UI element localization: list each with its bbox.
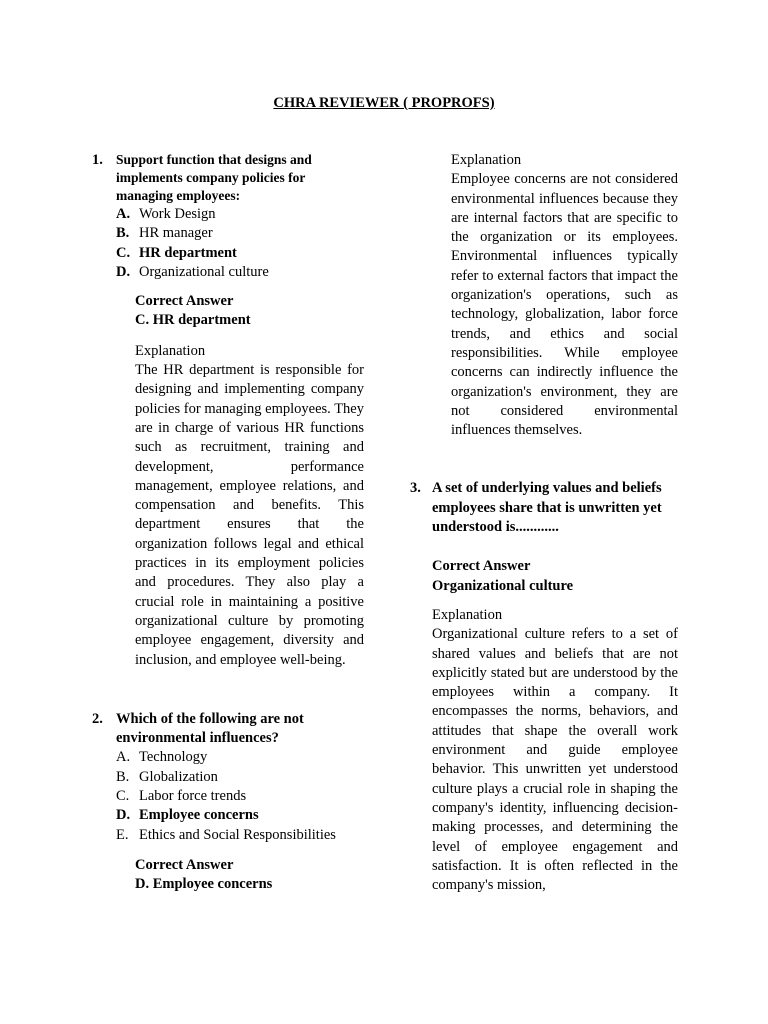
option-text: Work Design bbox=[139, 206, 216, 222]
option-letter: B. bbox=[116, 225, 130, 242]
option-text: Technology bbox=[139, 749, 208, 766]
explanation-heading: Explanation bbox=[432, 606, 503, 623]
option-text: HR manager bbox=[139, 225, 213, 242]
option-text: Employee concerns bbox=[139, 807, 259, 824]
option-d bbox=[116, 806, 364, 825]
option-text: Ethics and Social Responsibilities bbox=[139, 826, 336, 843]
option-d bbox=[116, 263, 364, 282]
question-text: Support function that designs and implements company policies for managing employees: bbox=[116, 152, 312, 203]
option-letter: B. bbox=[116, 768, 130, 785]
option-text: Globalization bbox=[139, 768, 218, 785]
question-text: A set of underlying values and beliefs employees share that is unwritten yet understood is............ bbox=[432, 480, 662, 536]
explanation-text: Organizational culture refers to a set of shared values and beliefs that are not explicitly stated but are understood by the employees within a company. It encompasses the norms, behaviors, and attitudes that shape the overall work environment and guide employee behavior. This unwritten yet understood culture plays a crucial role in shaping the company's identity, influencing decision-making processes, and determining the level of employee engagement and satisfaction. It is often reflected in the company's mission, bbox=[432, 626, 678, 894]
page-title: CHRA REVIEWER ( PROPROFS) bbox=[273, 95, 495, 111]
left-column bbox=[92, 151, 364, 895]
option-b bbox=[116, 768, 364, 787]
option-letter: D. bbox=[116, 263, 131, 280]
option-letter: C. bbox=[116, 788, 130, 805]
option-a bbox=[116, 748, 364, 767]
correct-answer: C. HR department bbox=[135, 312, 251, 329]
correct-answer: D. Employee concerns bbox=[135, 876, 273, 893]
correct-answer-heading: Correct Answer bbox=[432, 558, 531, 575]
correct-answer-heading: Correct Answer bbox=[135, 293, 234, 310]
option-letter: C. bbox=[116, 244, 131, 261]
question-3 bbox=[410, 479, 678, 537]
option-text: Labor force trends bbox=[139, 788, 247, 805]
option-e bbox=[116, 826, 364, 845]
question-2 bbox=[92, 710, 364, 749]
question-text: Which of the following are not environmental influences? bbox=[116, 710, 304, 747]
option-letter: A. bbox=[116, 749, 131, 766]
explanation-text: Employee concerns are not considered environmental influences because they are internal factors that are specific to the organization or its employees. Environmental influences typically refer to external factors that impact the organization's operations, such as technology, globalization, labor force trends, and ethics and social responsibilities. While employee concerns can indirectly influence the organization's environment, they are not considered environmental influences themselves. bbox=[451, 171, 678, 439]
explanation-text: The HR department is responsible for designing and implementing company policies for managing employees. They are in charge of various HR functions such as recruitment, training and development, performance management, employee relations, and compensation and benefits. This department ensures that the organization follows legal and ethical practices in its employment policies and procedures. They also play a crucial role in maintaining a positive organizational culture by promoting employee engagement, diversity and inclusion, and employee well-being. bbox=[135, 362, 364, 668]
option-a bbox=[116, 205, 364, 224]
correct-answer: Organizational culture bbox=[432, 577, 574, 594]
question-number: 1. bbox=[92, 152, 103, 168]
question-2-options bbox=[92, 748, 364, 844]
question-number: 3. bbox=[410, 480, 421, 497]
question-1-options bbox=[92, 205, 364, 282]
option-b bbox=[116, 224, 364, 243]
option-letter: D. bbox=[116, 807, 131, 824]
correct-answer-heading: Correct Answer bbox=[135, 856, 234, 873]
question-number: 2. bbox=[92, 710, 103, 727]
question-1 bbox=[92, 151, 364, 205]
option-c bbox=[116, 787, 364, 806]
right-column bbox=[410, 151, 678, 895]
option-text: Organizational culture bbox=[139, 263, 269, 280]
option-c bbox=[116, 244, 364, 263]
option-text: HR department bbox=[139, 244, 237, 261]
option-letter: A. bbox=[116, 206, 131, 222]
explanation-heading: Explanation bbox=[451, 152, 522, 168]
option-letter: E. bbox=[116, 826, 129, 843]
explanation-heading: Explanation bbox=[135, 342, 206, 359]
